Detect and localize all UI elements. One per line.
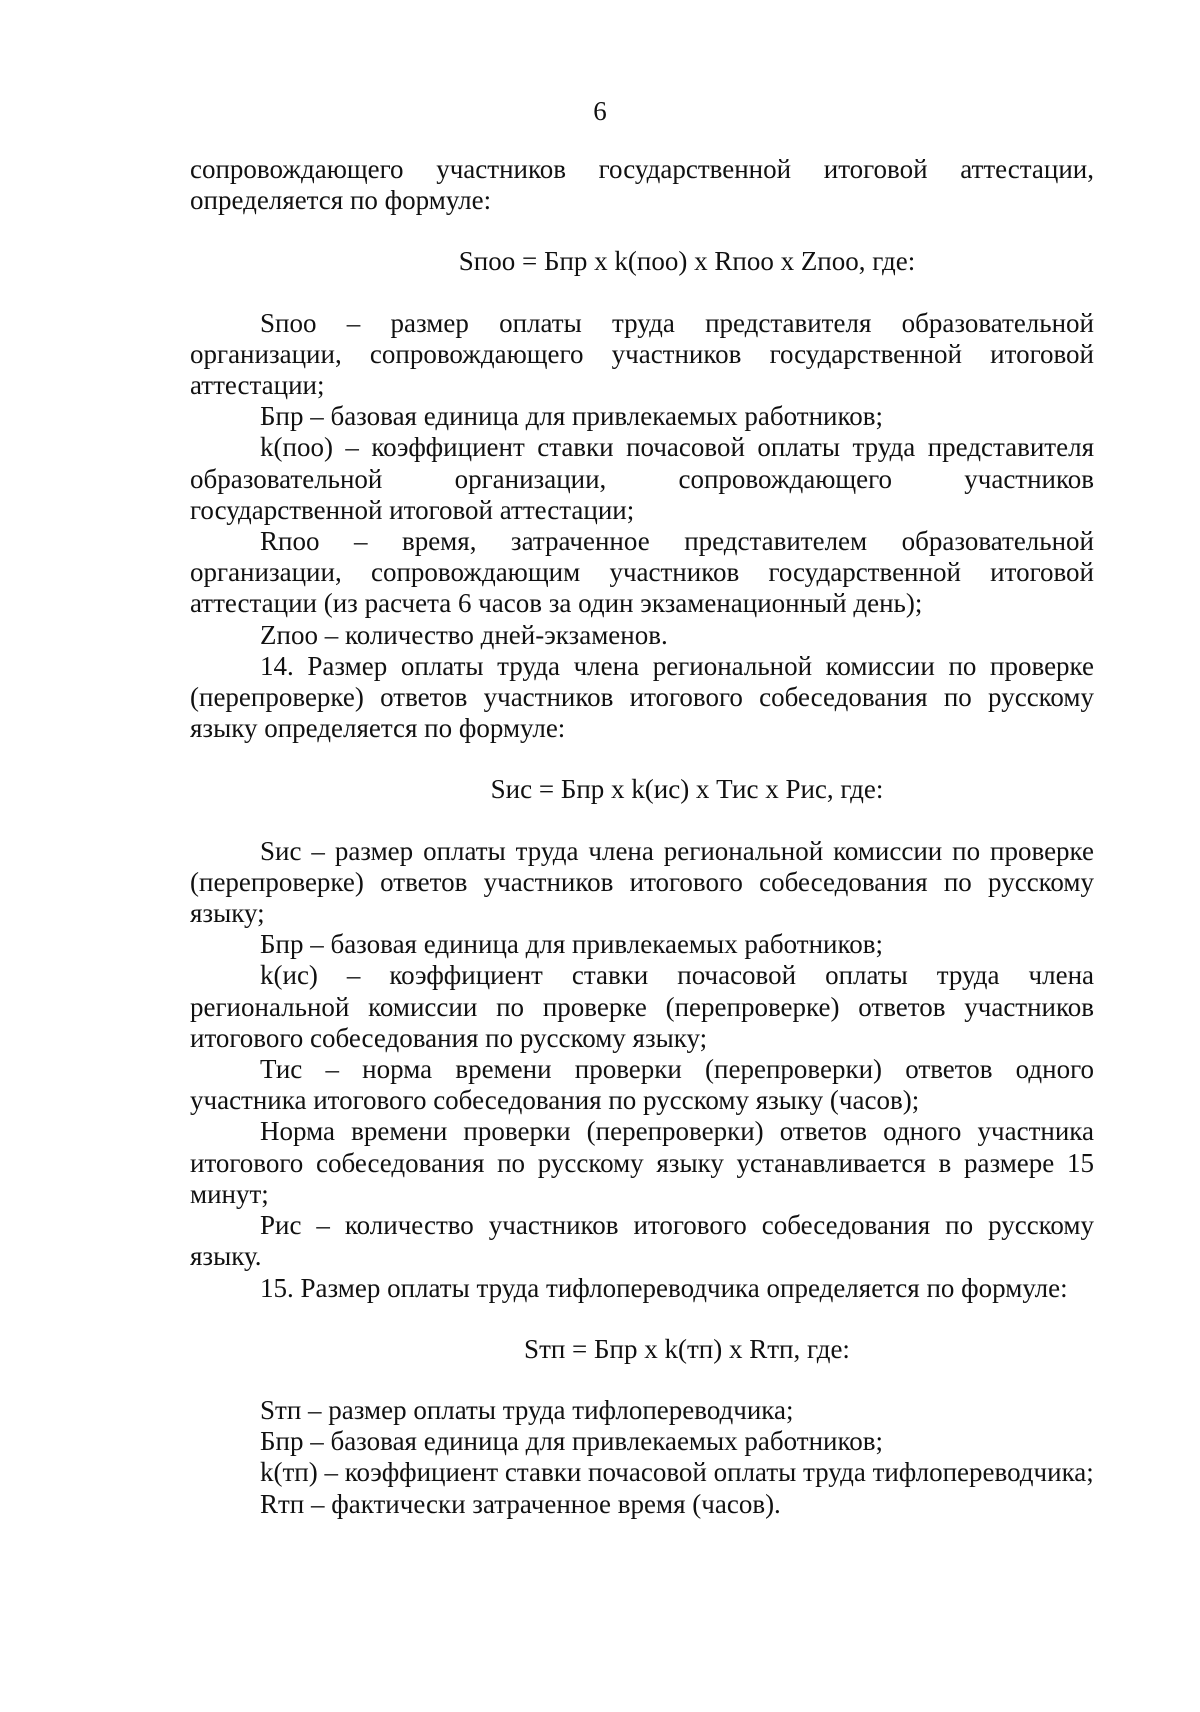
definition-rpoo: Rпоо – время, затраченное представителем образовательной организации, сопровождающим участников государственной итоговой аттестации (из расчета 6 часов за один экзаменационный день); (190, 526, 1094, 619)
definition-bpr: Бпр – базовая единица для привлекаемых работников; (260, 401, 883, 432)
formula-sis: Sис = Бпр x k(ис) x Тис x Рис, где: (490, 774, 884, 805)
definition-spoo: Sпоо – размер оплаты труда представителя образовательной организации, сопровождающего участников государственной итоговой аттестации; (190, 307, 1094, 401)
formula-stp: Sтп = Бпр x k(тп) x Rтп, где: (524, 1333, 850, 1364)
definition-kpoo: k(поо) – коэффициент ставки почасовой оплаты труда представителя образовательной организации, сопровождающего участников государственной итоговой аттестации; (190, 432, 1094, 525)
definition-stp: Sтп – размер оплаты труда тифлопереводчика; (260, 1394, 794, 1425)
definition-tis: Тис – норма времени проверки (перепроверки) ответов одного участника итогового собеседования по русскому языку (часов); (190, 1054, 1094, 1116)
definition-ktp: k(тп) – коэффициент ставки почасовой оплаты труда тифлопереводчика; (260, 1457, 1094, 1488)
norm-paragraph: Норма времени проверки (перепроверки) ответов одного участника итогового собеседования по русскому языку устанавливается в размере 15 минут; (190, 1116, 1094, 1209)
item-14: 14. Размер оплаты труда члена региональной комиссии по проверке (перепроверке) ответов участников итогового собеседования по русскому языку определяется по формуле: (190, 650, 1094, 744)
formula-spoo: Sпоо = Бпр x k(поо) x Rпоо x Zпоо, где: (458, 246, 916, 277)
intro-paragraph: сопровождающего участников государственной итоговой аттестации, определяется по формуле: (190, 154, 1094, 216)
document-body (190, 154, 1094, 1520)
definition-bpr-2: Бпр – базовая единица для привлекаемых работников; (260, 929, 883, 960)
definition-kis: k(ис) – коэффициент ставки почасовой оплаты труда члена региональной комиссии по проверке (перепроверке) ответов участников итогового собеседования по русскому языку; (190, 960, 1094, 1053)
definition-sis: Sис – размер оплаты труда члена региональной комиссии по проверке (перепроверке) ответов участников итогового собеседования по русскому языку; (190, 835, 1094, 929)
item-15: 15. Размер оплаты труда тифлопереводчика определяется по формуле: (260, 1272, 1068, 1303)
definition-rtp: Rтп – фактически затраченное время (часов). (260, 1488, 781, 1519)
definition-ris: Рис – количество участников итогового собеседования по русскому языку. (190, 1210, 1094, 1272)
page-number: 6 (593, 96, 607, 126)
definition-zpoo: Zпоо – количество дней-экзаменов. (260, 619, 668, 650)
definition-bpr-3: Бпр – базовая единица для привлекаемых работников; (260, 1426, 883, 1457)
